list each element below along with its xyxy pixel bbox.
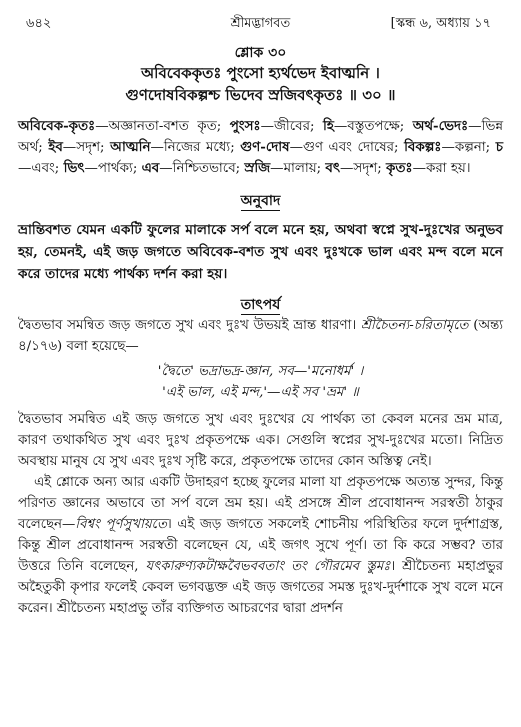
purport-body [18, 315, 503, 619]
book-title: শ্রীমদ্ভাগবত [230, 16, 291, 31]
translation-heading: অনুবাদ [240, 193, 281, 209]
synonym-word: ভিৎ [63, 160, 85, 176]
synonym-meaning: —পার্থক্য; [84, 161, 142, 176]
purport-paragraph: দ্বৈতভাব সমন্বিত জড় জগতে সুখ এবং দুঃখ উভয়ই ভ্রান্ত ধারণা। শ্রীচৈতন্য-চরিতামৃতে (অন্ত্য ৪/১৭৬) বলা হয়েছে— [18, 318, 504, 354]
page-header [18, 8, 503, 30]
synonym-meaning: —মালায়; [270, 161, 326, 176]
synonym-meaning: —অজ্ঞানতা-বশত কৃত; [95, 119, 230, 134]
synonym-word: বৎ [325, 160, 341, 176]
synonym-meaning: —সদৃশ; [62, 140, 111, 155]
synonym-word: পুংসঃ [229, 118, 261, 134]
synonym-meaning: —এবং; [18, 161, 64, 176]
synonym-word: বিকল্পঃ [404, 139, 442, 155]
word-synonyms [18, 116, 503, 179]
translation-text: ভ্রান্তিবশত যেমন একটি ফুলের মালাকে সর্প বলে মনে হয়, অথবা স্বপ্নে সুখ-দুঃখের অনুভব হয়, তেমনই, এই জড় জগতে অবিবেক-বশত সুখ এবং দুঃখকে ভাল এবং মন্দ বলে মনে করে তাদের মধ্যে পার্থক্য দর্শন করা হয়। [18, 222, 503, 282]
synonym-word: স্রজি [244, 160, 271, 176]
purport-heading: তাৎপর্য [240, 297, 281, 313]
synonym-meaning: —নিজের মধ্যে; [150, 140, 241, 155]
synonym-meaning: —গুণ এবং দোষের; [289, 140, 405, 155]
synonym-word: হি [323, 118, 334, 134]
chapter-reference: [স্কন্ধ ৬, অধ্যায় ১৭ [390, 16, 491, 31]
synonym-meaning: —করা হয়। [412, 161, 471, 176]
synonym-word: ইব [48, 139, 63, 155]
synonym-word: গুণ-দোষ [240, 139, 290, 155]
synonym-meaning: —নিশ্চিতভাবে; [159, 161, 245, 176]
purport-paragraph: এই শ্লোকে অন্য আর একটি উদাহরণ হচ্ছে ফুলের মালা যা প্রকৃতপক্ষে অত্যন্ত সুন্দর, কিন্তু পরিণত জ্ঞানের অভাবে তা সর্প বলে ভ্রম হয়। এই প্রসঙ্গে শ্রীল প্রবোধানন্দ সরস্বতী ঠাকুর বলেছেন—বিশ্বং পূর্ণসুখায়তে। এই জড় জগতে সকলেই শোচনীয় পরিস্থিতির ফলে দুর্দশাগ্রস্ত, কিন্তু শ্রীল প্রবোধানন্দ সরস্বতী বলেছেন যে, এই জগৎ সুখে পূর্ণ। তা কি করে সম্ভব? তার উত্তরে তিনি বলেছেন, যৎকারুণ্যকটাক্ষবৈভববতাং তং গৌরমেব স্তুমঃ। শ্রীচৈতন্য মহাপ্রভুর অহৈতুকী কৃপার ফলেই কেবল ভগবদ্ভক্ত এই জড় জগতের সমস্ত দুঃখ-দুর্দশাকে সুখ বলে মনে করেন। শ্রীচৈতন্য মহাপ্রভু তাঁর ব্যক্তিগত আচরণের দ্বারা প্রদর্শন [18, 475, 504, 616]
synonym-word: অর্থ-ভেদঃ [412, 118, 469, 134]
synonym-meaning: —কল্পনা; [441, 140, 496, 155]
synonym-word: অবিবেক-কৃতঃ [18, 118, 96, 134]
synonym-meaning: —ভিন্ন অর্থ; [18, 119, 504, 155]
synonym-word: চ [495, 139, 503, 155]
page-number: ৬৪২ [26, 16, 52, 31]
verse-line-2: গুণদোষবিকল্পশ্চ ভিদেব স্রজিবৎকৃতঃ ॥ ৩০ ॥ [125, 86, 396, 104]
synonym-meaning: —বস্তুতপক্ষে; [333, 119, 413, 134]
synonym-meaning: —জীবের; [260, 119, 323, 134]
synonym-word: এব [141, 160, 160, 176]
synonym-meaning: —সদৃশ; [340, 161, 386, 176]
verse-line-1: অবিবেককৃতঃ পুংসো হ্যর্থভেদ ইবাত্মনি । [141, 64, 380, 82]
synonym-word: আত্মনি [110, 139, 151, 155]
shloka-number: শ্লোক ৩০ [234, 45, 287, 61]
purport-paragraph: দ্বৈতভাব সমন্বিত এই জড় জগতে সুখ এবং দুঃখের যে পার্থক্য তা কেবল মনের ভ্রম মাত্র, কারণ তথাকথিত সুখ এবং দুঃখ প্রকৃতপক্ষে এক। সেগুলি স্বপ্নের সুখ-দুঃখের মতো। নিদ্রিত অবস্থায় মানুষ যে সুখ এবং দুঃখ সৃষ্টি করে, প্রকৃতপক্ষে তাদের কোন অস্তিত্ব নেই। [18, 412, 503, 469]
quoted-verse: 'দ্বৈতে' ভদ্রাভদ্র-জ্ঞান, সব—'মনোধর্ম' । 'এই ভাল, এই মন্দ,'—এই সব 'ভ্রম' ॥ [157, 364, 364, 400]
synonym-word: কৃতঃ [386, 160, 413, 176]
